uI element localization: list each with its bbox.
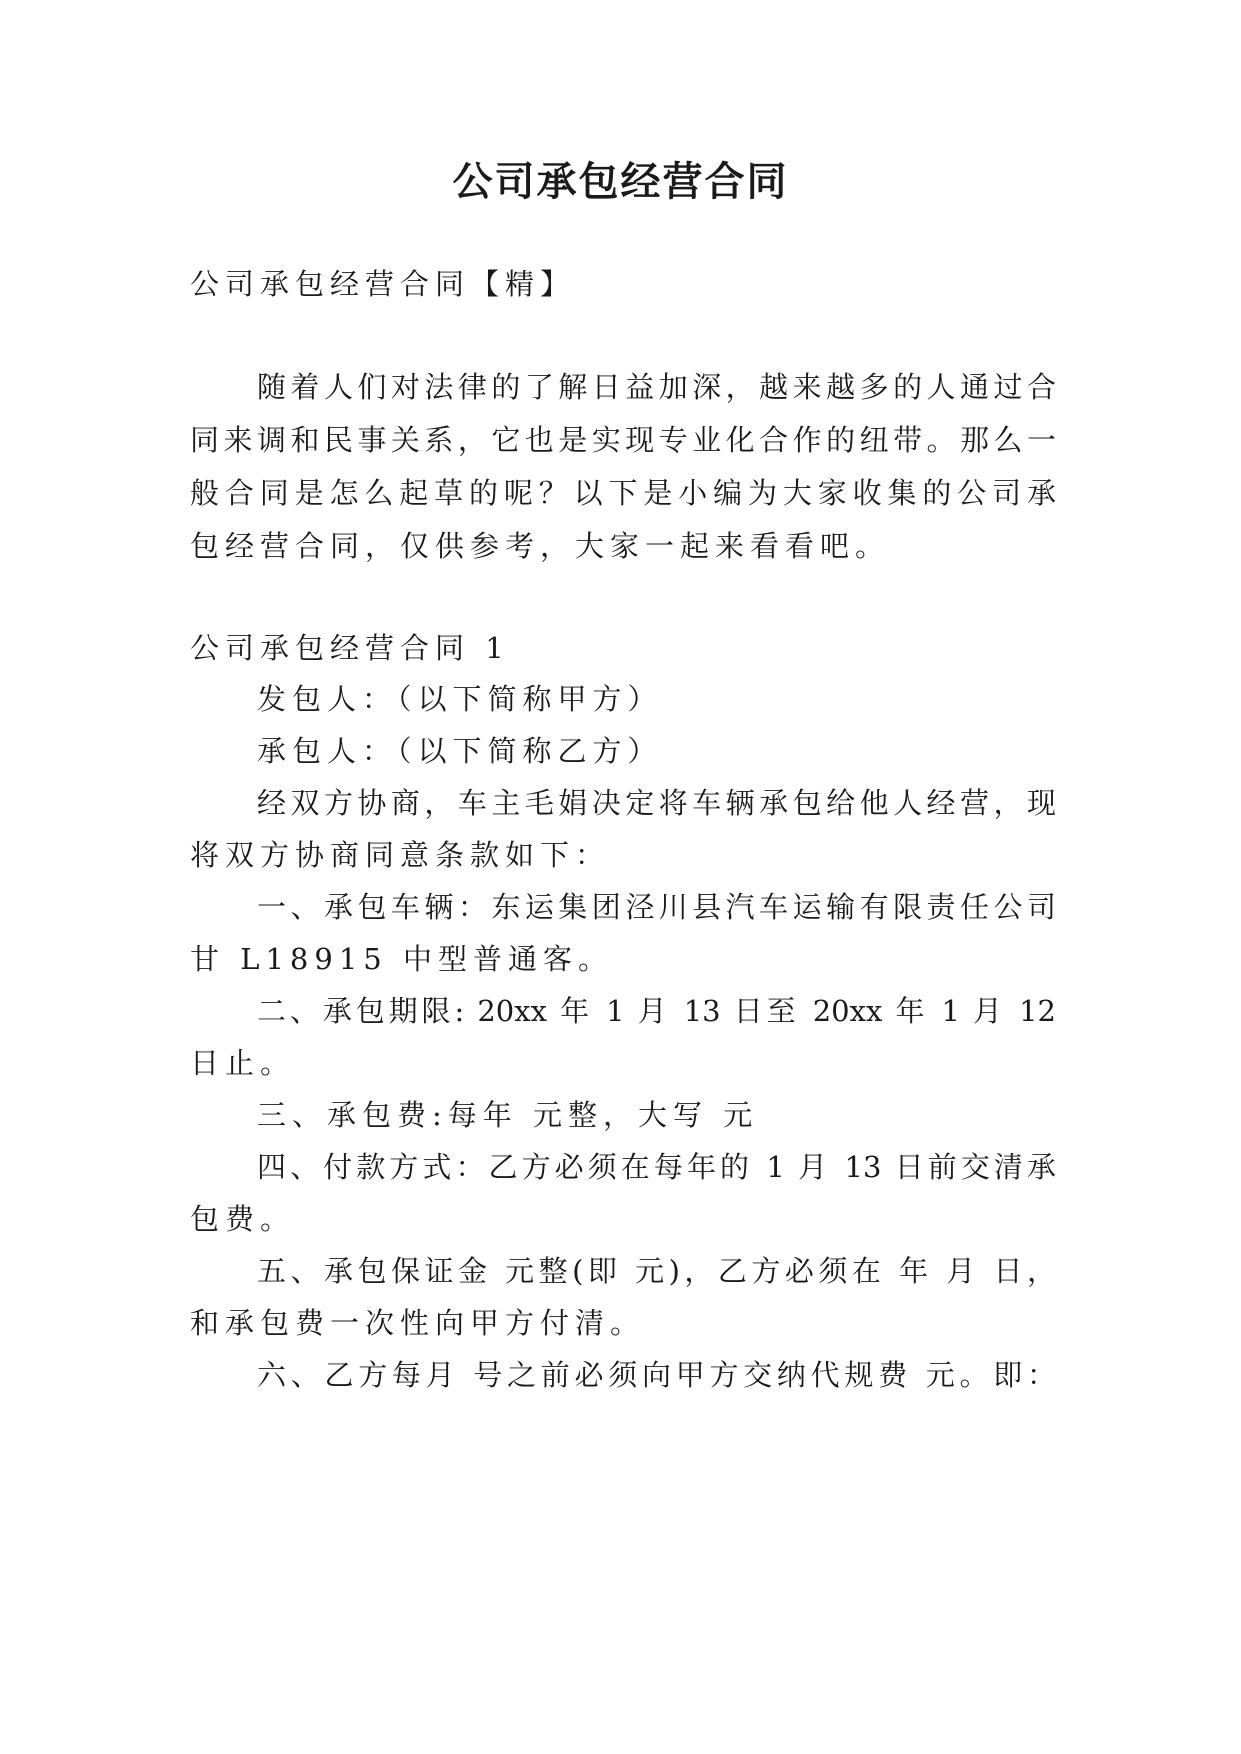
clause-6-line: 六、乙方每月 号之前必须向甲方交纳代规费 元。即： bbox=[257, 1358, 1056, 1392]
intro-line-3: 般合同是怎么起草的呢？以下是小编为大家收集的公司承 bbox=[190, 476, 1056, 510]
clause-1-line-1: 一、承包车辆：东运集团泾川县汽车运输有限责任公司 bbox=[257, 890, 1056, 924]
intro-line-4: 包经营合同，仅供参考，大家一起来看看吧。 bbox=[190, 529, 891, 563]
clause-3-line: 三、承包费:每年 元整，大写 元 bbox=[257, 1098, 759, 1132]
clause-4-line-2: 包费。 bbox=[190, 1202, 296, 1236]
document-subtitle: 公司承包经营合同【精】 bbox=[190, 267, 576, 301]
intro-line-1: 随着人们对法律的了解日益加深，越来越多的人通过合 bbox=[257, 370, 1056, 404]
clause-2-line-1: 二、承包期限: 20xx 年 1 月 13 日至 20xx 年 1 月 12 bbox=[257, 994, 1056, 1028]
clause-1-line-2: 甘 L18915 中型普通客。 bbox=[190, 942, 613, 976]
party-a-line: 发包人：（以下简称甲方） bbox=[257, 682, 663, 716]
party-b-line: 承包人：（以下简称乙方） bbox=[257, 734, 663, 768]
section-heading: 公司承包经营合同 1 bbox=[190, 631, 510, 665]
clause-5-line-1: 五、承包保证金 元整(即 元)，乙方必须在 年 月 日， bbox=[257, 1254, 1056, 1288]
preamble-line-2: 将双方协商同意条款如下： bbox=[190, 838, 611, 872]
clause-5-line-2: 和承包费一次性向甲方付清。 bbox=[190, 1306, 646, 1340]
document-title: 公司承包经营合同 bbox=[452, 158, 789, 205]
intro-line-2: 同来调和民事关系，它也是实现专业化合作的纽带。那么一 bbox=[190, 423, 1056, 457]
clause-2-line-2: 日止。 bbox=[190, 1046, 296, 1080]
clause-4-line-1: 四、付款方式：乙方必须在每年的 1 月 13 日前交清承 bbox=[257, 1150, 1056, 1184]
preamble-line-1: 经双方协商，车主毛娟决定将车辆承包给他人经营，现 bbox=[257, 786, 1056, 820]
